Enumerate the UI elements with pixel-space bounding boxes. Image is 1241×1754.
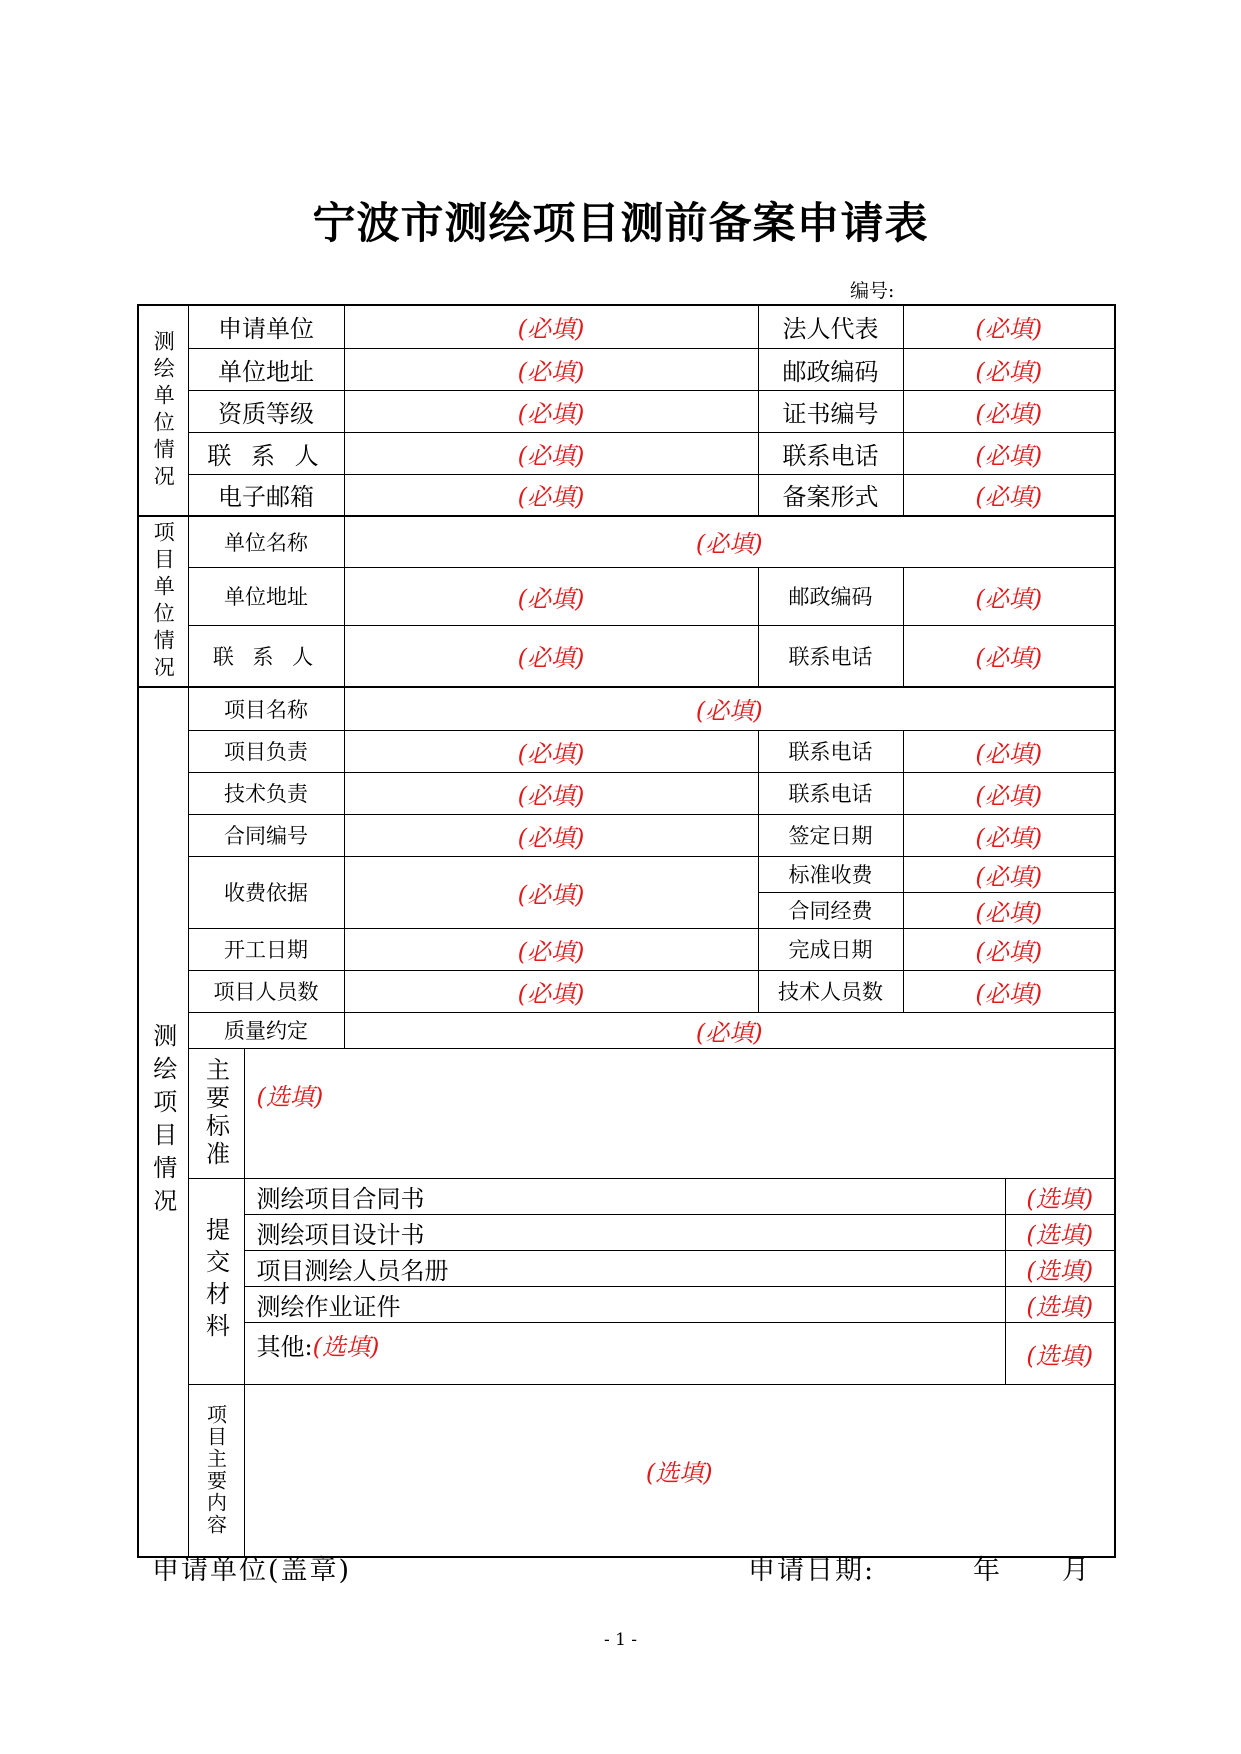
page-title: 宁波市测绘项目测前备案申请表 [312,199,929,249]
pu-address-field[interactable]: (必填) [344,567,758,625]
p-material-other-field[interactable]: (选填) [312,1332,380,1361]
p-name-field[interactable]: (必填) [344,687,1115,730]
p-tech-leader-field[interactable]: (必填) [344,772,758,814]
p-fee-basis-label: 收费依据 [188,856,344,928]
p-staff-count-label: 项目人员数 [188,970,344,1012]
p-material-check[interactable]: (选填) [1005,1286,1115,1322]
unit-cert-no-field[interactable]: (必填) [903,390,1115,432]
section-project-unit-label: 项目单位情况 [138,516,188,687]
p-material-other [244,1322,1005,1384]
p-end-date-field[interactable]: (必填) [903,928,1115,970]
p-material-item: 测绘作业证件 [244,1286,1005,1322]
p-std-fee-label: 标准收费 [758,856,903,892]
apply-date-label: 申请日期: [748,1555,876,1586]
pu-contact-label: 联 系 人 [188,625,344,687]
unit-address-field[interactable]: (必填) [344,348,758,390]
unit-applicant-field[interactable]: (必填) [344,305,758,348]
unit-contact-label: 联 系 人 [188,432,344,474]
unit-qualification-label: 资质等级 [188,390,344,432]
section-unit-label: 测绘单位情况 [138,305,188,516]
pu-postcode-label: 邮政编码 [758,567,903,625]
doc-number-label: 编号: [850,280,895,302]
p-tech-count-label: 技术人员数 [758,970,903,1012]
unit-email-field[interactable]: (必填) [344,474,758,516]
p-quality-label: 质量约定 [188,1012,344,1048]
p-tech-leader-label: 技术负责 [188,772,344,814]
p-material-item: 测绘项目设计书 [244,1214,1005,1250]
p-material-check[interactable]: (选填) [1005,1214,1115,1250]
p-fee-basis-field[interactable]: (必填) [344,856,758,928]
p-start-date-label: 开工日期 [188,928,344,970]
unit-cert-no-label: 证书编号 [758,390,903,432]
p-material-item: 测绘项目合同书 [244,1178,1005,1214]
p-main-std-label: 主要标准 [188,1048,244,1178]
unit-qualification-field[interactable]: (必填) [344,390,758,432]
p-content-field[interactable]: (选填) [244,1384,1115,1557]
p-quality-field[interactable]: (必填) [344,1012,1115,1048]
pu-phone-field[interactable]: (必填) [903,625,1115,687]
unit-phone-field[interactable]: (必填) [903,432,1115,474]
p-material-other-label: 其他: [256,1332,313,1361]
unit-phone-label: 联系电话 [758,432,903,474]
p-phone2-field[interactable]: (必填) [903,772,1115,814]
unit-applicant-label: 申请单位 [188,305,344,348]
p-material-check[interactable]: (选填) [1005,1178,1115,1214]
pu-address-label: 单位地址 [188,567,344,625]
year-label: 年 [973,1555,1002,1586]
unit-postcode-label: 邮政编码 [758,348,903,390]
p-contract-fee-field[interactable]: (必填) [903,892,1115,928]
p-name-label: 项目名称 [188,687,344,730]
applicant-seal-label: 申请单位(盖章) [152,1555,352,1586]
p-material-check[interactable]: (选填) [1005,1250,1115,1286]
unit-postcode-field[interactable]: (必填) [903,348,1115,390]
p-leader-field[interactable]: (必填) [344,730,758,772]
page-number: - 1 - [603,1630,638,1650]
p-phone1-label: 联系电话 [758,730,903,772]
p-material-item: 项目测绘人员名册 [244,1250,1005,1286]
filing-form-table [137,304,1116,1558]
pu-contact-field[interactable]: (必填) [344,625,758,687]
unit-filing-form-label: 备案形式 [758,474,903,516]
unit-filing-form-field[interactable]: (必填) [903,474,1115,516]
unit-email-label: 电子邮箱 [188,474,344,516]
pu-name-label: 单位名称 [188,516,344,567]
unit-contact-field[interactable]: (必填) [344,432,758,474]
p-leader-label: 项目负责 [188,730,344,772]
month-label: 月 [1062,1555,1091,1586]
unit-legal-rep-field[interactable]: (必填) [903,305,1115,348]
pu-phone-label: 联系电话 [758,625,903,687]
p-contract-no-label: 合同编号 [188,814,344,856]
unit-legal-rep-label: 法人代表 [758,305,903,348]
pu-name-field[interactable]: (必填) [344,516,1115,567]
unit-address-label: 单位地址 [188,348,344,390]
pu-postcode-field[interactable]: (必填) [903,567,1115,625]
p-main-std-field[interactable]: (选填) [244,1048,1115,1178]
p-sign-date-field[interactable]: (必填) [903,814,1115,856]
p-contract-no-field[interactable]: (必填) [344,814,758,856]
p-phone1-field[interactable]: (必填) [903,730,1115,772]
p-tech-count-field[interactable]: (必填) [903,970,1115,1012]
p-contract-fee-label: 合同经费 [758,892,903,928]
p-end-date-label: 完成日期 [758,928,903,970]
p-content-label: 项目主要内容 [188,1384,244,1557]
section-project-label: 测绘项目情况 [138,687,188,1557]
p-sign-date-label: 签定日期 [758,814,903,856]
p-material-check[interactable]: (选填) [1005,1322,1115,1384]
p-materials-label: 提交材料 [188,1178,244,1384]
p-staff-count-field[interactable]: (必填) [344,970,758,1012]
p-phone2-label: 联系电话 [758,772,903,814]
p-std-fee-field[interactable]: (必填) [903,856,1115,892]
p-start-date-field[interactable]: (必填) [344,928,758,970]
